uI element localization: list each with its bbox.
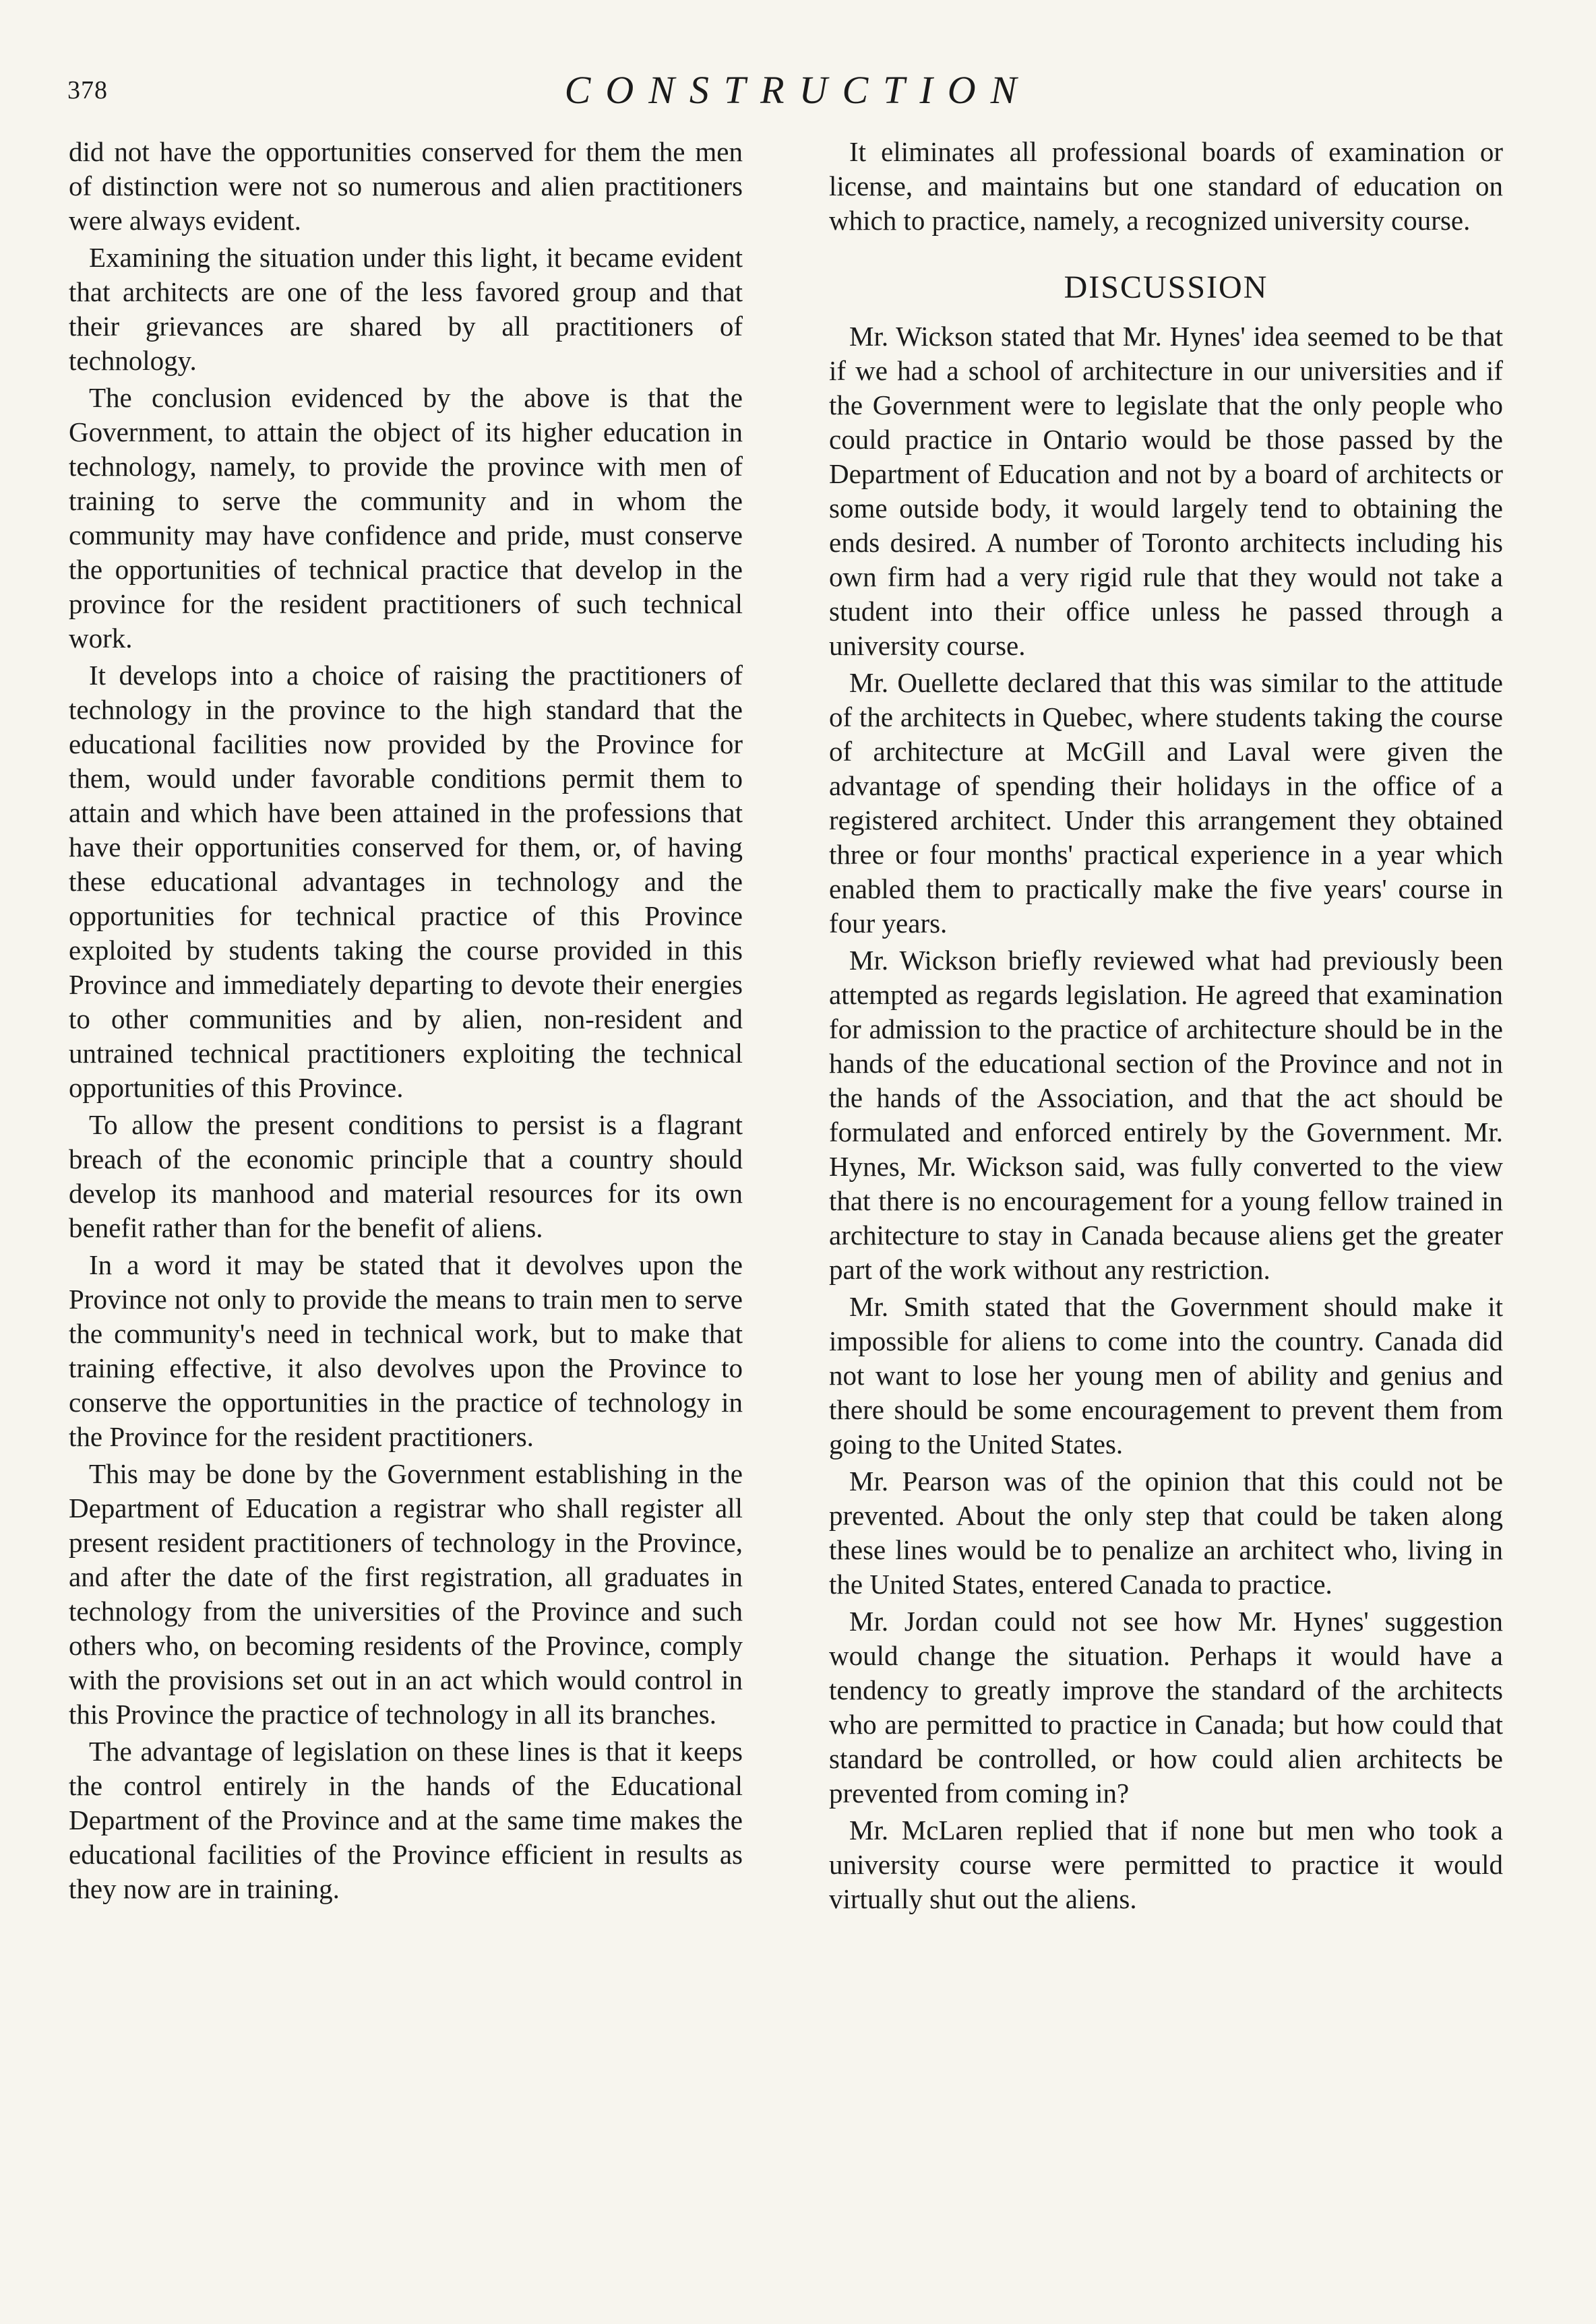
paragraph: Mr. Pearson was of the opinion that this could not be prevented. About the only step that could be taken along these lines would be to penalize an architect who, living in the United States, entered Canada to practice.: [829, 1466, 1503, 1600]
left-column: [69, 135, 743, 1909]
paragraph: Mr. Ouellette declared that this was similar to the attitude of the architects in Quebec, where students taking the course of architecture at McGill and Laval were given the advantage of spending their holidays in the office of a registered architect. Under this arrangement they obtained three or four months' practical experience in a year which enabled them to practically make the five years' course in four years.: [829, 667, 1503, 939]
paragraph: Mr. Jordan could not see how Mr. Hynes' suggestion would change the situation. Perhaps it would have a tendency to greatly improve the standard of the architects who are permitted to practice in Canada; but how could that standard be controlled, or how could alien architects be prevented from coming in?: [829, 1606, 1503, 1809]
paragraph: did not have the opportunities conserved for them the men of distinction were not so numerous and alien practitioners were always evident.: [69, 136, 743, 236]
intro-paragraph: It eliminates all professional boards of examination or license, and maintains but one standard of education on which to practice, namely, a recognized university course.: [829, 136, 1503, 236]
right-column: [829, 135, 1503, 1919]
paragraph: The advantage of legislation on these lines is that it keeps the control entirely in the hands of the Educational Department of the Province and at the same time makes the educational facilities of the Province efficient in results as they now are in training.: [69, 1736, 743, 1904]
paragraph: Mr. McLaren replied that if none but men who took a university course were permitted to practice it would virtually shut out the aliens.: [829, 1815, 1503, 1914]
paragraph: Examining the situation under this light, it became evident that architects are one of the less favored group and that their grievances are shared by all practitioners of technology.: [69, 242, 743, 376]
running-title: CONSTRUCTION: [564, 68, 1032, 112]
paragraph: It develops into a choice of raising the practitioners of technology in the province to the high standard that the educational facilities now provided by the Province for them, would under favorable conditions permit them to attain and which have been attained in the professions that have their opportunities conserved for them, or, of having these educational advantages in technology and the opportunities for technical practice of this Province exploited by students taking the course provided in this Province and immediately departing to devote their energies to other communities and by alien, non-resident and untrained technical practitioners exploiting the technical opportunities of this Province.: [69, 660, 743, 1103]
page-number: 378: [67, 76, 108, 104]
paragraph: Mr. Wickson briefly reviewed what had previously been attempted as regards legislation. He agreed that examination for admission to the practice of architecture should be in the hands of the educational section of the Province and not in the hands of the Association, and that the act should be formulated and enforced entirely by the Government. Mr. Hynes, Mr. Wickson said, was fully converted to the view that there is no encouragement for a young fellow trained in architecture to stay in Canada because aliens get the greater part of the work without any restriction.: [829, 945, 1503, 1285]
paragraph: To allow the present conditions to persist is a flagrant breach of the economic principle that a country should develop its manhood and material resources for its own benefit rather than for the benefit of aliens.: [69, 1109, 743, 1243]
paragraph: Mr. Wickson stated that Mr. Hynes' idea seemed to be that if we had a school of architecture in our universities and if the Government were to legislate that the only people who could practice in Ontario would be those passed by the Department of Education and not by a board of architects or some outside body, it would largely tend to obtaining the ends desired. A number of Toronto architects including his own firm had a very rigid rule that they would not take a student into their office unless he passed through a university course.: [829, 321, 1503, 661]
paragraph: Mr. Smith stated that the Government should make it impossible for aliens to come into the country. Canada did not want to lose her young men of ability and genius and there should be some encouragement to prevent them from going to the United States.: [829, 1291, 1503, 1459]
section-heading: DISCUSSION: [1064, 270, 1268, 305]
paragraph: This may be done by the Government establishing in the Department of Education a registrar who shall register all present resident practitioners of technology in the Province, and after the date of the first registration, all graduates in technology from the universities of the Province and such others who, on becoming residents of the Province, comply with the provisions set out in an act which would control in this Province the practice of technology in all its branches.: [69, 1458, 743, 1730]
paragraph: The conclusion evidenced by the above is that the Government, to attain the object of its higher education in technology, namely, to provide the province with men of training to serve the community and in whom the community may have confidence and pride, must conserve the opportunities of technical practice that develop in the province for the resident practitioners of such technical work.: [69, 382, 743, 654]
paragraph: In a word it may be stated that it devolves upon the Province not only to provide the means to train men to serve the community's need in technical work, but to make that training effective, it also devolves upon the Province to conserve the opportunities in the practice of technology in the Province for the resident practitioners.: [69, 1249, 743, 1452]
